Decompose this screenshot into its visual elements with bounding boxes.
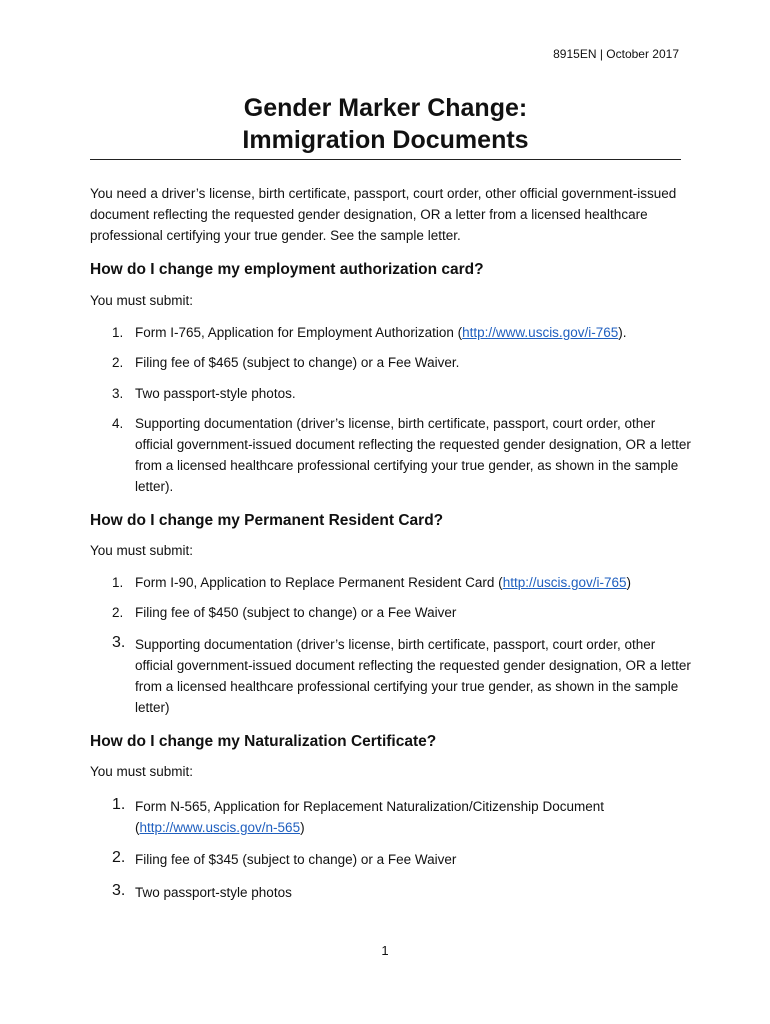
list-number: 3. (112, 634, 126, 651)
list-text: Filing fee of $450 (subject to change) or a Fee Waiver (135, 605, 457, 620)
list-item (112, 383, 692, 404)
page-number: 1 (381, 943, 389, 958)
uscis-i765-link[interactable]: http://www.uscis.gov/i-765 (462, 325, 619, 340)
list-item (112, 413, 692, 497)
list-item (112, 634, 692, 718)
list-text: Supporting documentation (driver’s license, birth certificate, passport, court order, other official government-issued document reflecting the requested gender designation, OR a letter from a licensed healthcare professional certifying your true gender, as shown in the sample letter). (135, 416, 691, 494)
list-item (112, 796, 692, 838)
list-text: Filing fee of $345 (subject to change) or a Fee Waiver (135, 852, 457, 867)
list-text-end: ) (300, 820, 305, 835)
page-title (90, 92, 681, 156)
section-lead-employment: You must submit: (90, 293, 194, 308)
uscis-i765-link[interactable]: http://uscis.gov/i-765 (502, 575, 627, 590)
list-number: 1. (112, 796, 126, 813)
list-number: 4. (112, 416, 124, 431)
section-lead-permanent-resident: You must submit: (90, 543, 194, 558)
section-heading-employment: How do I change my employment authorization card? (90, 261, 484, 278)
list-item (112, 882, 692, 903)
list-number: 1. (112, 575, 124, 590)
document-id: 8915EN | October 2017 (553, 47, 679, 61)
list-text: Form I-90, Application to Replace Permanent Resident Card ( (135, 575, 503, 590)
list-item (112, 322, 692, 343)
list-item (112, 352, 692, 373)
title-line-2: Immigration Documents (242, 126, 529, 154)
list-number: 1. (112, 325, 124, 340)
list-number: 2. (112, 849, 126, 866)
list-text: Supporting documentation (driver’s license, birth certificate, passport, court order, other official government-issued document reflecting the requested gender designation, OR a letter from a licensed healthcare professional certifying your true gender, as shown in the sample letter) (135, 637, 691, 715)
list-text: Form N-565, Application for Replacement Naturalization/Citizenship Document ( (135, 799, 604, 835)
title-line-1: Gender Marker Change: (243, 94, 528, 122)
uscis-n565-link[interactable]: http://www.uscis.gov/n-565 (139, 820, 301, 835)
list-number: 2. (112, 355, 124, 370)
intro-paragraph: You need a driver’s license, birth certificate, passport, court order, other official government-issued document reflecting the requested gender designation, OR a letter from a licensed healthcare professional certifying your true gender. See the sample letter. (90, 186, 677, 243)
list-number: 3. (112, 386, 124, 401)
list-item (112, 602, 692, 623)
list-item (112, 572, 692, 593)
list-text: Form I-765, Application for Employment Authorization ( (135, 325, 463, 340)
list-text: Two passport-style photos (135, 885, 292, 900)
list-text: Two passport-style photos. (135, 386, 296, 401)
list-number: 3. (112, 882, 126, 899)
section-heading-permanent-resident: How do I change my Permanent Resident Card? (90, 512, 444, 529)
list-text-end: ). (618, 325, 627, 340)
list-text: Filing fee of $465 (subject to change) or a Fee Waiver. (135, 355, 460, 370)
section-heading-naturalization: How do I change my Naturalization Certificate? (90, 733, 437, 750)
list-number: 2. (112, 605, 124, 620)
list-text-end: ) (626, 575, 632, 590)
section-lead-naturalization: You must submit: (90, 764, 194, 779)
list-item (112, 849, 692, 870)
title-divider (90, 159, 681, 160)
